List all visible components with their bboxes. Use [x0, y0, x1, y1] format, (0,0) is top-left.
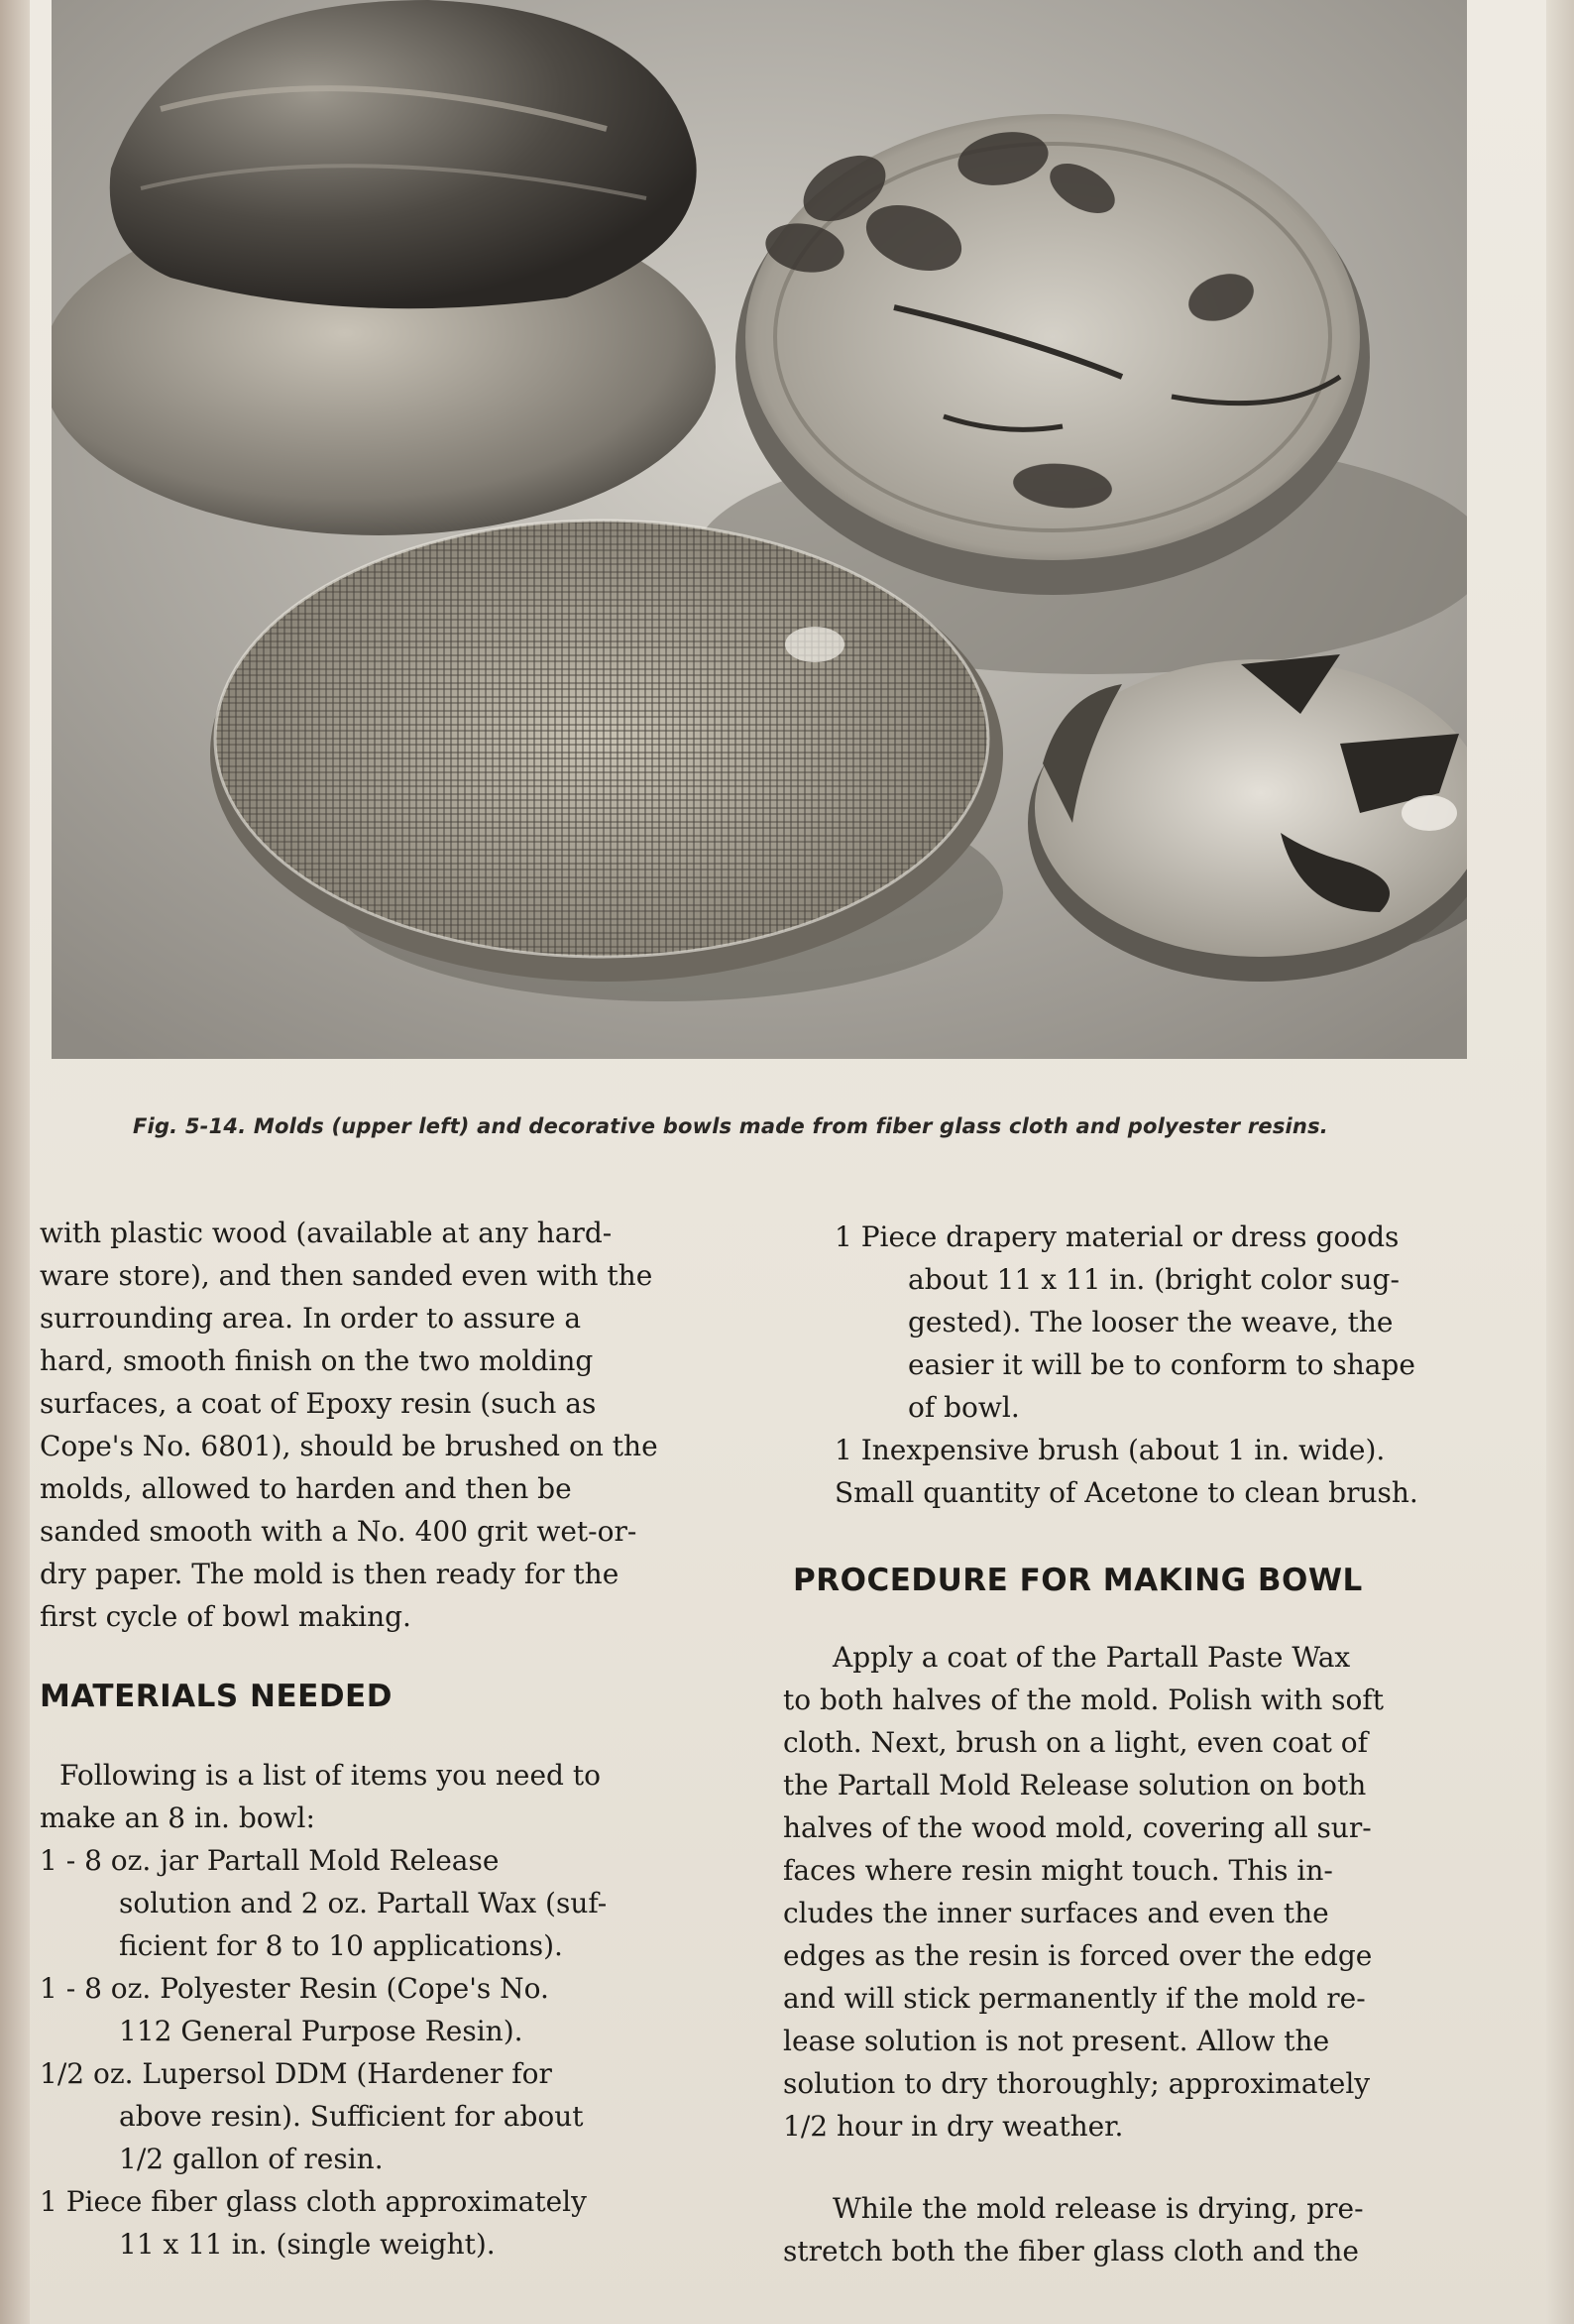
list-item — [40, 1967, 733, 2052]
text-line: about 11 x 11 in. (bright color sug- — [908, 1263, 1400, 1296]
text-line: Apply a coat of the Partall Paste Wax — [833, 1641, 1351, 1674]
list-item — [40, 2052, 733, 2180]
materials-intro — [40, 1754, 733, 1839]
text-line: While the mold release is drying, pre- — [833, 2192, 1364, 2225]
list-item — [783, 1216, 1477, 1429]
text-line: surrounding area. In order to assure a — [40, 1302, 582, 1335]
procedure-paragraph — [783, 1636, 1477, 2148]
text-line: stretch both the fiber glass cloth and the — [783, 2235, 1359, 2267]
text-line: of bowl. — [908, 1391, 1020, 1424]
text-line: ficient for 8 to 10 applications). — [119, 1929, 563, 1962]
figure-photo-molds-and-bowls — [52, 0, 1467, 1059]
text-line: surfaces, a coat of Epoxy resin (such as — [40, 1387, 597, 1420]
text-line: with plastic wood (available at any hard- — [40, 1217, 613, 1249]
text-line: 1 Piece fiber glass cloth approximately — [40, 2185, 587, 2218]
text-line: 112 General Purpose Resin). — [119, 2015, 523, 2047]
procedure-heading: PROCEDURE FOR MAKING BOWL — [793, 1563, 1363, 1598]
text-line: edges as the resin is forced over the edge — [783, 1939, 1373, 1972]
text-line: dry paper. The mold is then ready for the — [40, 1558, 619, 1590]
text-line: 1/2 oz. Lupersol DDM (Hardener for — [40, 2057, 552, 2090]
text-line: Cope's No. 6801), should be brushed on the — [40, 1430, 658, 1462]
left-column — [40, 1212, 733, 2266]
text-line: ware store), and then sanded even with the — [40, 1259, 653, 1292]
text-line: solution to dry thoroughly; approximately — [783, 2067, 1371, 2100]
text-line: easier it will be to conform to shape — [908, 1348, 1415, 1381]
text-line: Small quantity of Acetone to clean brush. — [835, 1476, 1418, 1509]
text-line: to both halves of the mold. Polish with soft — [783, 1684, 1385, 1716]
materials-list-continued — [783, 1216, 1477, 1514]
list-item — [40, 2180, 733, 2266]
text-line: 1 Piece drapery material or dress goods — [835, 1220, 1400, 1253]
text-line: molds, allowed to harden and then be — [40, 1472, 572, 1505]
text-line: cloth. Next, brush on a light, even coat of — [783, 1726, 1368, 1759]
procedure-paragraph-2 — [783, 2187, 1477, 2272]
text-line: 1 - 8 oz. jar Partall Mold Release — [40, 1844, 500, 1877]
text-line: sanded smooth with a No. 400 grit wet-or- — [40, 1515, 637, 1548]
text-line: 11 x 11 in. (single weight). — [119, 2228, 496, 2261]
page-edge — [1546, 0, 1574, 2324]
materials-list — [40, 1839, 733, 2266]
text-line: lease solution is not present. Allow the — [783, 2025, 1330, 2057]
text-line: Following is a list of items you need to — [59, 1759, 601, 1792]
text-line: solution and 2 oz. Partall Wax (suf- — [119, 1887, 608, 1919]
right-column — [783, 1216, 1477, 2272]
text-line: the Partall Mold Release solution on both — [783, 1769, 1367, 1801]
list-item — [40, 1839, 733, 1967]
text-line: 1/2 hour in dry weather. — [783, 2110, 1124, 2143]
text-line: hard, smooth finish on the two molding — [40, 1344, 594, 1377]
figure-caption: Fig. 5-14. Molds (upper left) and decorative bowls made from fiber glass cloth and polyester resins. — [133, 1114, 1328, 1138]
materials-heading: MATERIALS NEEDED — [40, 1679, 393, 1714]
text-line: 1 Inexpensive brush (about 1 in. wide). — [835, 1434, 1386, 1466]
list-item — [783, 1429, 1477, 1514]
text-line: first cycle of bowl making. — [40, 1600, 411, 1633]
text-line: 1 - 8 oz. Polyester Resin (Cope's No. — [40, 1972, 549, 2005]
text-line: 1/2 gallon of resin. — [119, 2143, 384, 2175]
text-line: above resin). Sufficient for about — [119, 2100, 584, 2133]
text-line: cludes the inner surfaces and even the — [783, 1897, 1329, 1929]
text-line: gested). The looser the weave, the — [908, 1306, 1394, 1338]
text-line: faces where resin might touch. This in- — [783, 1854, 1333, 1887]
intro-paragraph — [40, 1212, 733, 1638]
text-line: halves of the wood mold, covering all sur- — [783, 1811, 1372, 1844]
text-line: and will stick permanently if the mold re- — [783, 1982, 1366, 2015]
text-line: make an 8 in. bowl: — [40, 1801, 315, 1834]
